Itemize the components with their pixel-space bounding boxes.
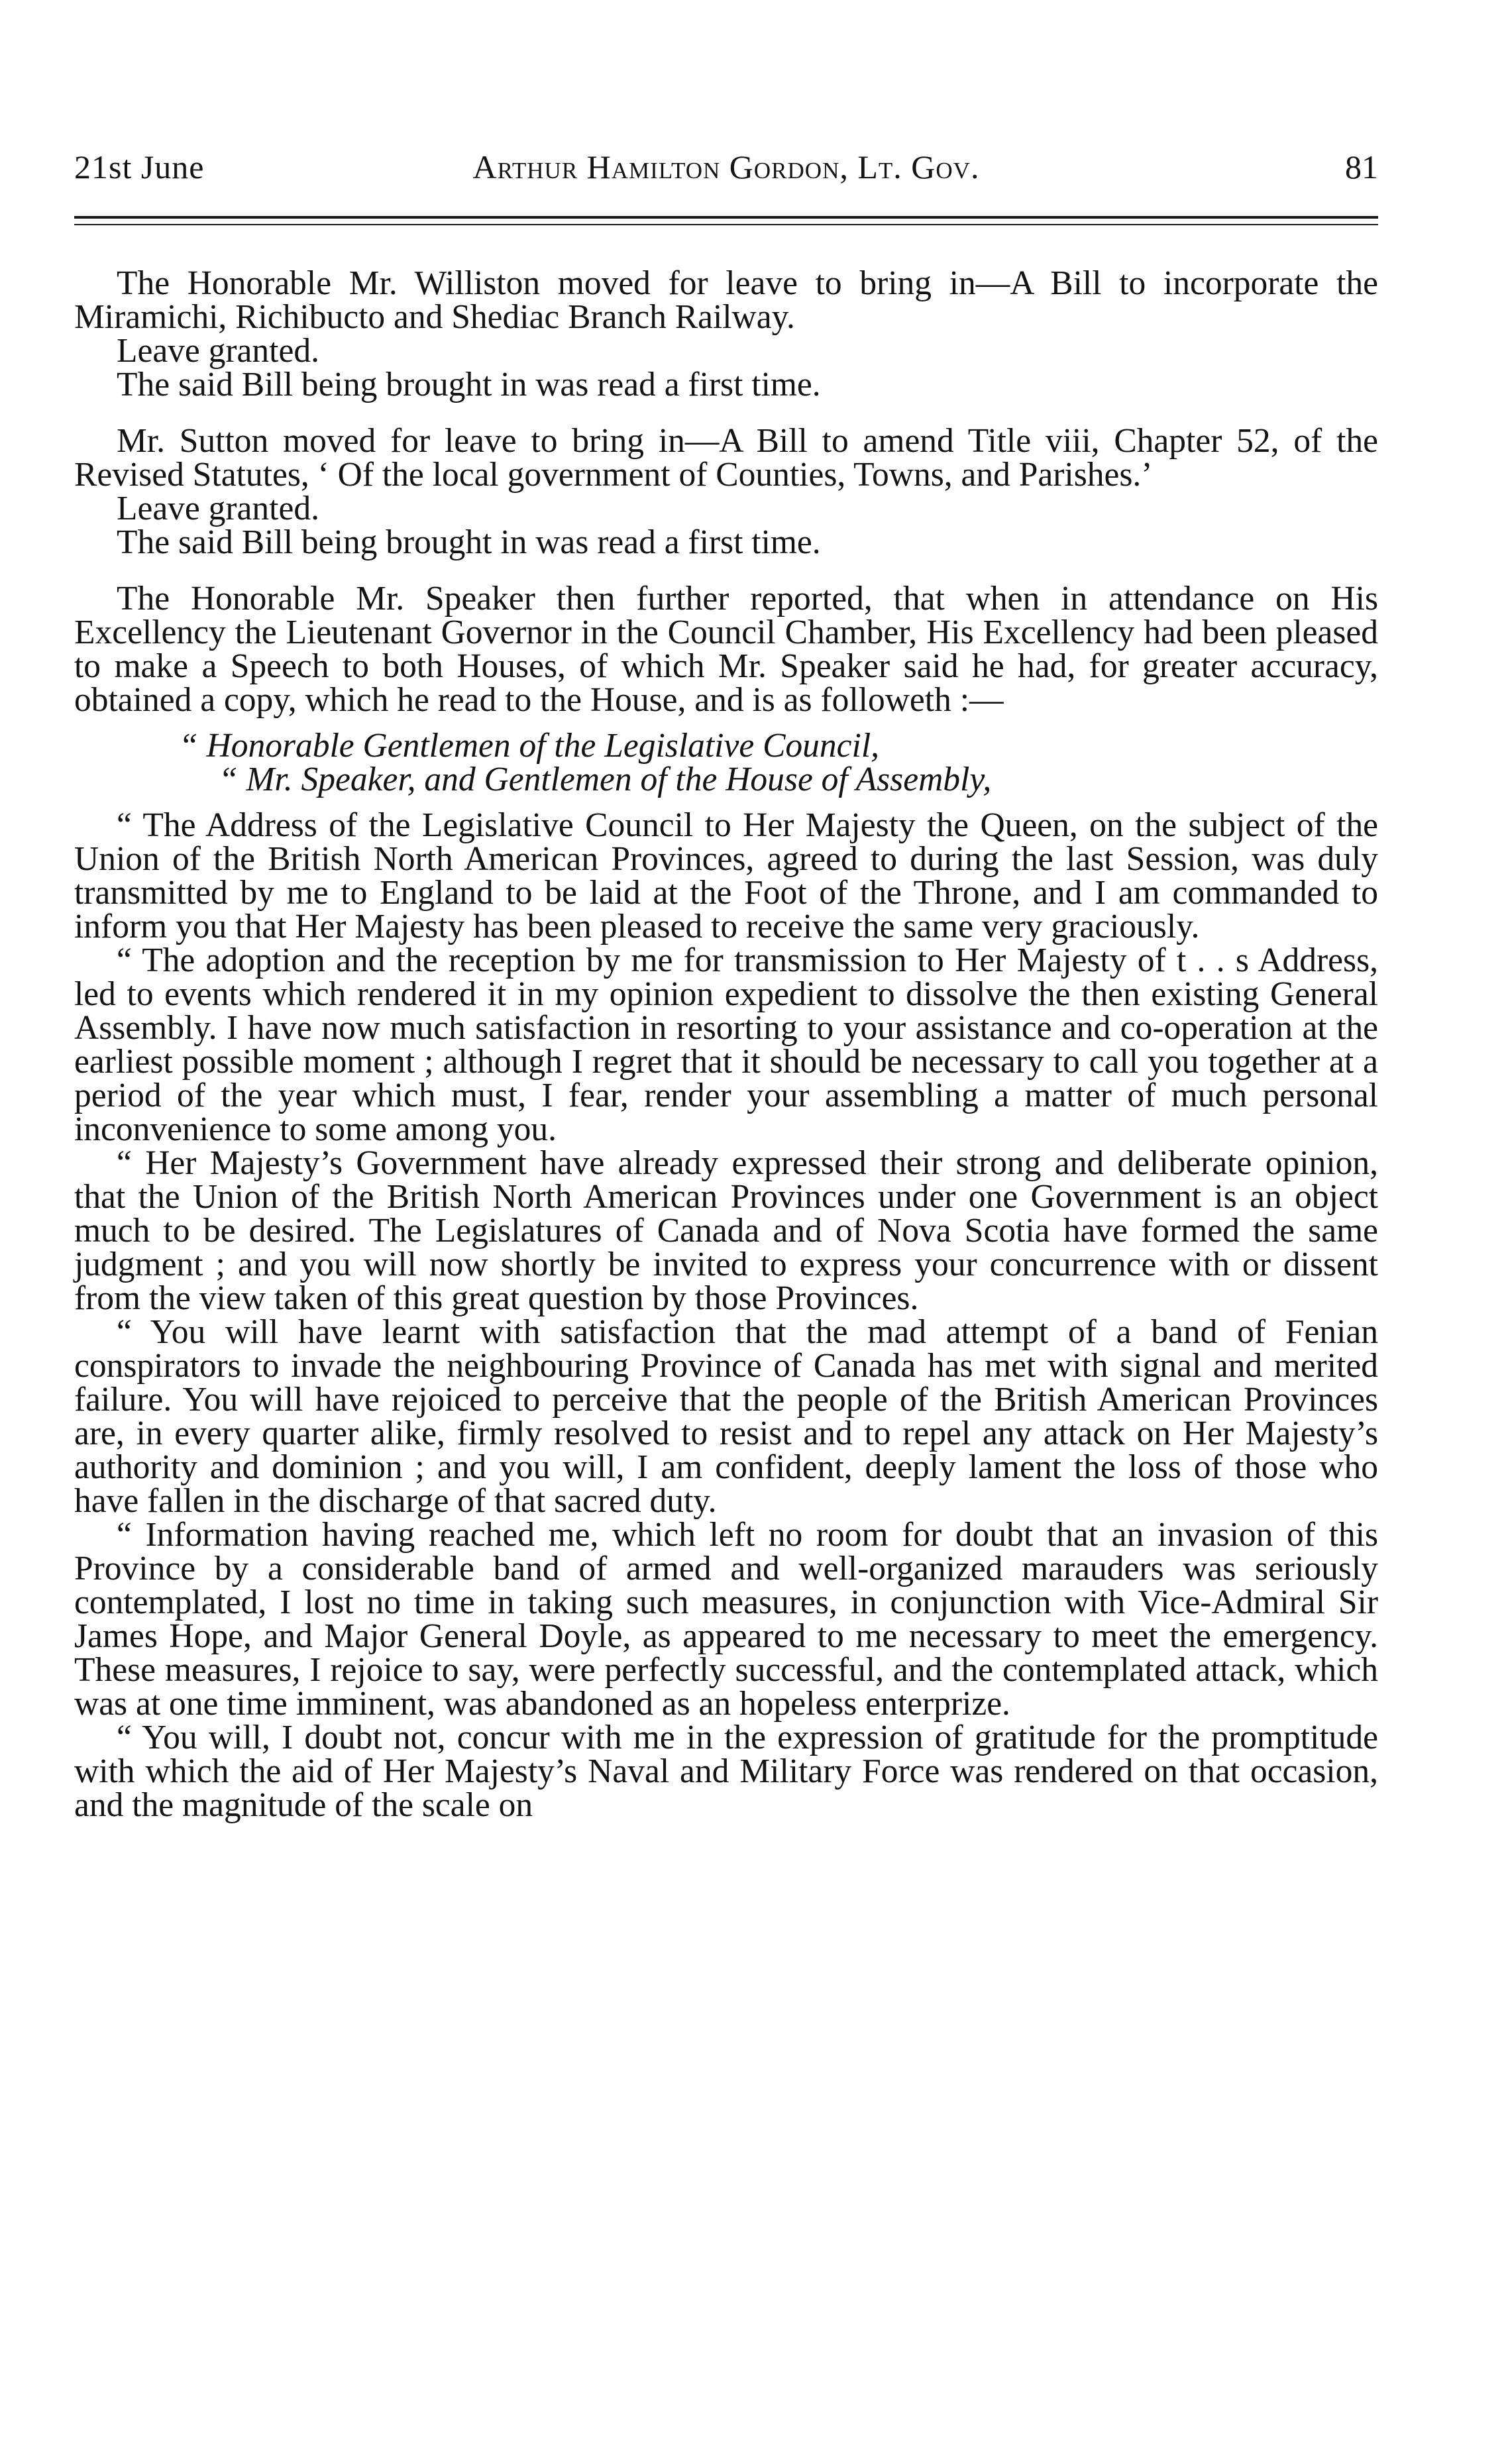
header-rule-thin — [74, 224, 1378, 225]
header-title: Arthur Hamilton Gordon, Lt. Gov. — [472, 148, 980, 186]
speech-paragraph: “ You will have learnt with satisfaction that the mad attempt of a band of Fenian conspirators to invade the neighbouring Province of Canada has met with signal and merited failure. You will have rejoiced to perceive that the people of the British American Provinces are, in every quarter alike, firmly resolved to resist and to repel any attack on Her Majesty’s authority and dominion ; and you will, I am confident, deeply lament the loss of those who have fallen in the discharge of that sacred duty. — [74, 1313, 1378, 1520]
page-body — [74, 266, 1378, 1822]
header-date: 21st June — [74, 148, 205, 186]
paragraph-leave-granted: Leave granted. — [117, 332, 319, 370]
speech-paragraph: “ The adoption and the reception by me for transmission to Her Majesty of t . . s Address, led to events which rendered it in my opinion expedient to dissolve the then existing General Assembly. I have now much satisfaction in resorting to your assistance and co-operation at the earliest possible moment ; although I regret that it should be necessary to call you together at a period of the year which must, I fear, render your assembling a matter of much personal inconvenience to some among you. — [74, 941, 1378, 1148]
header-rule-thick — [74, 216, 1378, 219]
page-number: 81 — [1345, 148, 1378, 186]
paragraph-leave-granted: Leave granted. — [117, 490, 319, 527]
paragraph-first-reading: The said Bill being brought in was read a first time. — [117, 523, 821, 561]
speech-paragraph: “ The Address of the Legislative Council to Her Majesty the Queen, on the subject of the Union of the British North American Provinces, agreed to during the last Session, was duly transmitted by me to England to be laid at the Foot of the Throne, and I am commanded to inform you that Her Majesty has been pleased to receive the same very graciously. — [74, 806, 1378, 945]
speech-paragraph: “ Her Majesty’s Government have already expressed their strong and deliberate opinion, that the Union of the British North American Provinces under one Government is an object much to be desired. The Legislatures of Canada and of Nova Scotia have formed the same judgment ; and you will now shortly be invited to express your concurrence with or dissent from the view taken of this great question by those Provinces. — [74, 1144, 1378, 1317]
paragraph-speaker-report: The Honorable Mr. Speaker then further reported, that when in attendance on His Excellency the Lieutenant Governor in the Council Chamber, His Excellency had been pleased to make a Speech to both Houses, of which Mr. Speaker said he had, for greater accuracy, obtained a copy, which he read to the House, and is as followeth :— — [74, 580, 1378, 719]
speech-paragraph: “ You will, I doubt not, concur with me in the expression of gratitude for the promptitude with which the aid of Her Majesty’s Naval and Military Force was rendered on that occasion, and the magnitude of the scale on — [74, 1719, 1378, 1824]
paragraph-sutton-motion: Mr. Sutton moved for leave to bring in—A Bill to amend Title viii, Chapter 52, of the Revised Statutes, ‘ Of the local government of Counties, Towns, and Parishes.’ — [74, 422, 1378, 494]
paragraph-first-reading: The said Bill being brought in was read a first time. — [117, 366, 821, 403]
speech-paragraph: “ Information having reached me, which left no room for doubt that an invasion of this Province by a considerable band of armed and well-organized marauders was seriously contemplated, I lost no time in taking such measures, in conjunction with Vice-Admiral Sir James Hope, and Major General Doyle, as appeared to me necessary to meet the emergency. These measures, I rejoice to say, were perfectly successful, and the contemplated attack, which was at one time imminent, was abandoned as an hopeless enterprize. — [74, 1516, 1378, 1723]
paragraph-williston-motion: The Honorable Mr. Williston moved for leave to bring in—A Bill to incorporate the Miramichi, Richibucto and Shediac Branch Railway. — [74, 264, 1378, 336]
address-house-of-assembly: “ Mr. Speaker, and Gentlemen of the House of Assembly, — [219, 761, 992, 798]
address-legislative-council: “ Honorable Gentlemen of the Legislative Council, — [179, 727, 880, 765]
running-header — [74, 140, 1378, 193]
